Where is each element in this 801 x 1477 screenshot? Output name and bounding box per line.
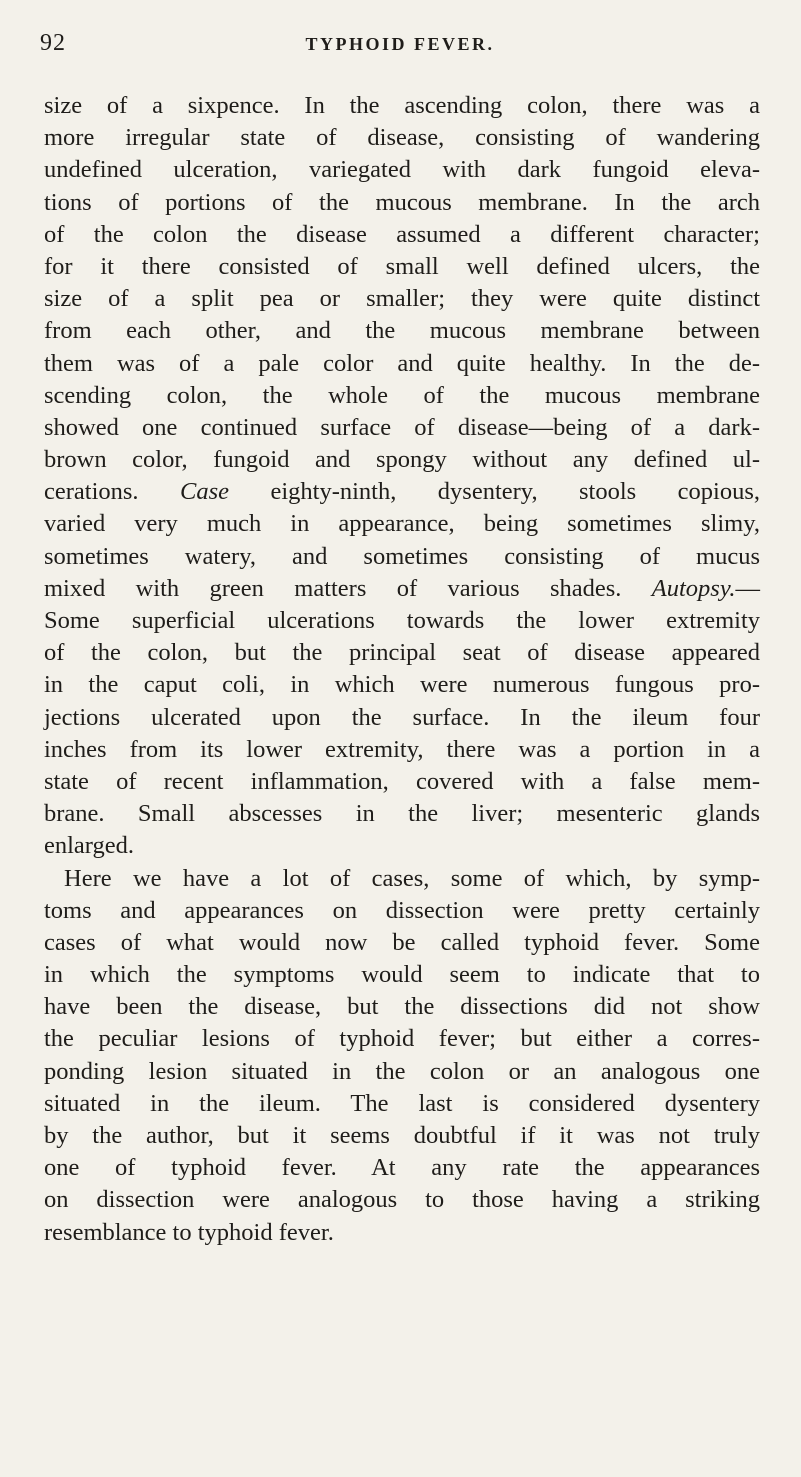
text-line: Some superficial ulcerations towards the lower extremity <box>44 607 760 634</box>
text-line: showed one continued surface of disease—being of a dark- <box>44 413 760 441</box>
text-line: sometimes watery, and sometimes consisting of mucus <box>44 542 760 570</box>
text-line: ponding lesion situated in the colon or an analogous one <box>44 1057 760 1085</box>
body-text <box>44 90 760 1249</box>
text-line: in which the symptoms would seem to indicate that to <box>44 961 760 989</box>
text-line: toms and appearances on dissection were pretty certainly <box>44 896 760 924</box>
text-line: them was of a pale color and quite healthy. In the de- <box>44 349 760 377</box>
text-line: enlarged. <box>44 832 135 860</box>
text-line: size of a sixpence. In the ascending colon, there was a <box>44 92 760 119</box>
text-line: tions of portions of the mucous membrane. In the arch <box>44 188 760 216</box>
text-line: more irregular state of disease, consisting of wandering <box>44 124 760 152</box>
text-line: from each other, and the mucous membrane between <box>44 317 760 345</box>
text-line: jections ulcerated upon the surface. In the ileum four <box>44 703 760 731</box>
italic-term: Autopsy. <box>651 574 736 602</box>
text-line: mixed with green matters of various shades. Autopsy.— <box>44 574 760 602</box>
text-line: on dissection were analogous to those having a striking <box>44 1186 760 1214</box>
text-line: situated in the ileum. The last is considered dysentery <box>44 1089 760 1117</box>
text-line: Here we have a lot of cases, some of which, by symp- <box>64 864 760 892</box>
text-line: one of typhoid fever. At any rate the appearances <box>44 1154 760 1182</box>
page-number: 92 <box>40 30 66 56</box>
text-line: undefined ulceration, variegated with dark fungoid eleva- <box>44 156 760 184</box>
text-line: for it there consisted of small well defined ulcers, the <box>44 252 760 280</box>
text-line: resemblance to typhoid fever. <box>44 1218 334 1246</box>
text-line: state of recent inflammation, covered with a false mem- <box>44 767 760 795</box>
paragraph <box>44 863 760 1249</box>
text-line: have been the disease, but the dissections did not show <box>44 993 760 1021</box>
text-line: of the colon, but the principal seat of disease appeared <box>44 639 760 667</box>
text-line: brane. Small abscesses in the liver; mesenteric glands <box>44 800 760 828</box>
text-line: by the author, but it seems doubtful if it was not truly <box>44 1122 760 1149</box>
text-line: cases of what would now be called typhoid fever. Some <box>44 928 760 956</box>
text-line: size of a split pea or smaller; they were quite distinct <box>44 285 760 313</box>
text-line: in the caput coli, in which were numerous fungous pro- <box>44 671 760 699</box>
text-line: inches from its lower extremity, there was a portion in a <box>44 735 760 763</box>
running-head <box>40 30 760 60</box>
paragraph <box>44 90 760 863</box>
text-line: brown color, fungoid and spongy without any defined ul- <box>44 446 760 474</box>
text-line: varied very much in appearance, being sometimes slimy, <box>44 510 760 538</box>
italic-term: Case <box>180 478 230 506</box>
text-line: the peculiar lesions of typhoid fever; but either a corres- <box>44 1025 760 1053</box>
running-title: TYPHOID FEVER. <box>305 34 495 54</box>
text-line: cerations. Case eighty-ninth, dysentery, stools copious, <box>44 478 760 506</box>
text-line: scending colon, the whole of the mucous membrane <box>44 381 760 409</box>
text-line: of the colon the disease assumed a different character; <box>44 220 760 248</box>
